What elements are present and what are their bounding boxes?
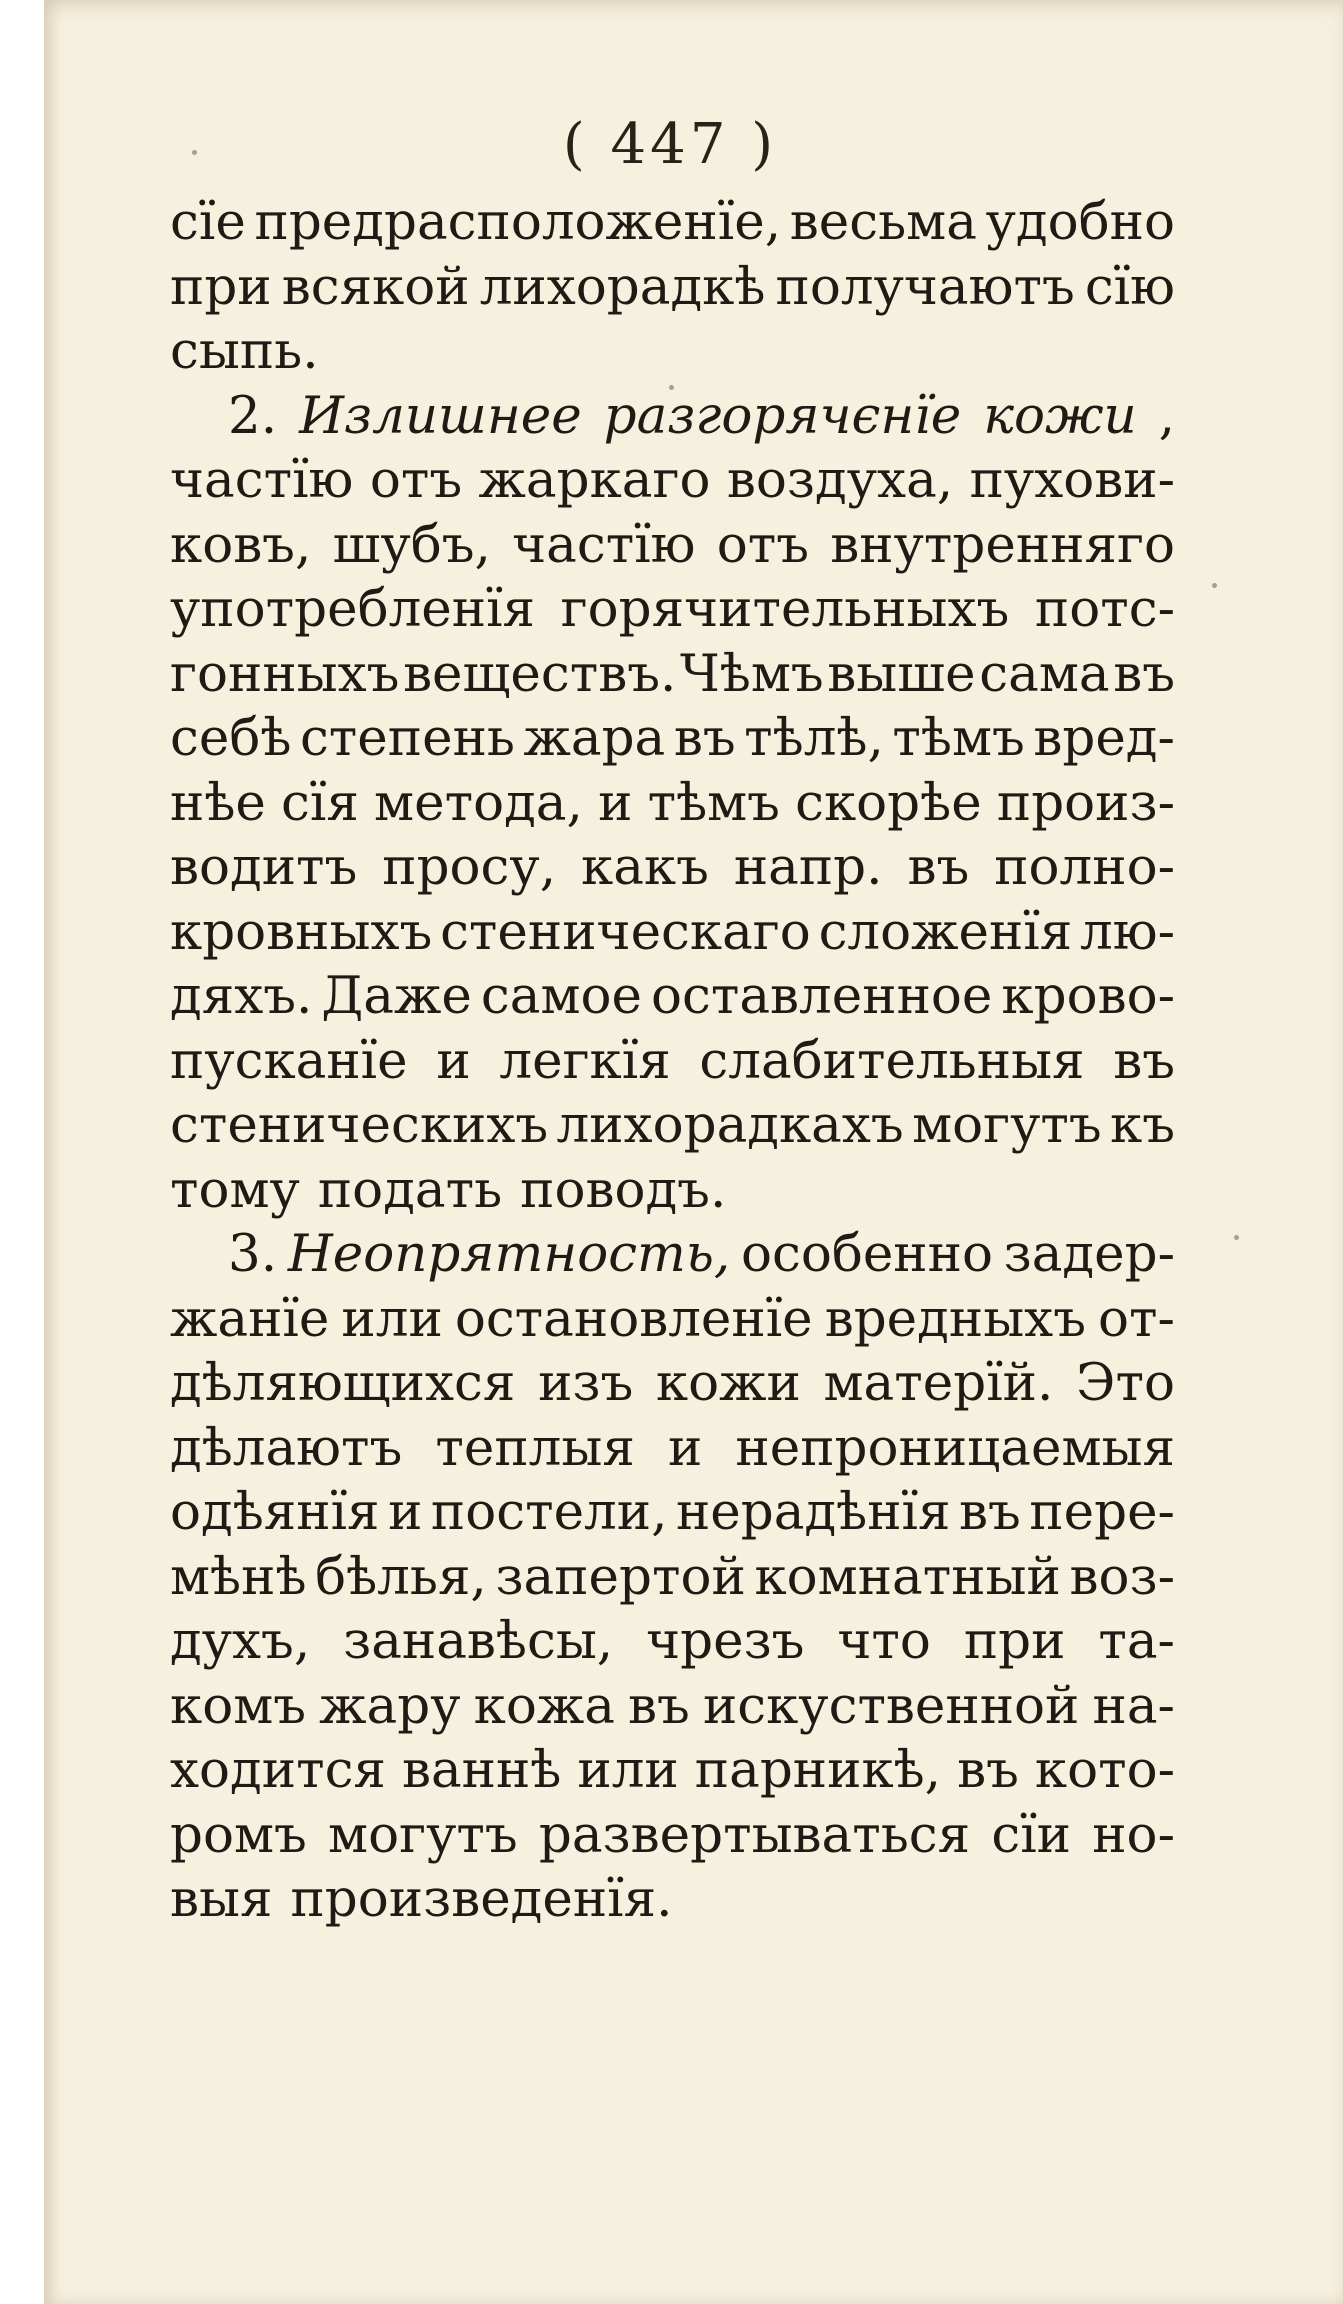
word: отъ [369, 450, 463, 510]
word: стеническаго [440, 901, 811, 962]
word: 2. [228, 385, 278, 446]
word: лихорадкахъ [556, 1095, 904, 1155]
word: выше [827, 643, 976, 704]
word: горячительныхъ [560, 579, 1010, 639]
word: сыпь. [170, 321, 319, 381]
word: при [170, 256, 272, 317]
word: , [1158, 385, 1175, 446]
word: произ- [996, 772, 1175, 833]
word: воздуха, [726, 450, 954, 510]
word: въ [673, 708, 736, 768]
word: воз- [1069, 1546, 1175, 1607]
word: дяхъ. [170, 966, 313, 1026]
word: матерїй. [823, 1353, 1054, 1413]
word: дѣляющихся [170, 1353, 516, 1413]
word: подать [317, 1159, 503, 1220]
text-line [170, 1609, 1175, 1674]
word: жару [319, 1675, 461, 1736]
text-line [170, 642, 1175, 707]
word: сїе [170, 192, 246, 252]
word: шубъ, [332, 514, 491, 575]
word: кожа [473, 1675, 615, 1736]
word: тѣмъ [892, 708, 1025, 768]
word: парникѣ, [694, 1740, 942, 1800]
word: остановленїе [454, 1288, 813, 1349]
word: и [388, 1482, 423, 1542]
word: от- [1098, 1288, 1175, 1349]
word: произведенїя. [290, 1869, 673, 1929]
word: комъ [170, 1675, 307, 1736]
word: легкїя [499, 1030, 671, 1091]
word: лихорадкѣ [479, 256, 766, 317]
text-line [170, 577, 1175, 642]
word: особенно [740, 1224, 993, 1284]
word: метода, [374, 772, 583, 833]
word: напр. [733, 837, 883, 897]
word: тому [170, 1159, 300, 1220]
text-line [170, 1158, 1175, 1223]
word: и [598, 772, 633, 833]
word: но- [1092, 1804, 1175, 1865]
word: и [436, 1030, 471, 1091]
word: при [963, 1611, 1066, 1671]
word: развертываться [538, 1804, 971, 1865]
word: разгорячєнїе [603, 385, 962, 446]
word: занавѣсы, [343, 1611, 614, 1671]
text-line [170, 964, 1175, 1029]
word: тѣлѣ, [744, 708, 884, 768]
word: Неопрятность, [287, 1224, 731, 1284]
text-line [170, 835, 1175, 900]
word: бѣлья, [315, 1546, 487, 1607]
word: комнатный [754, 1546, 1061, 1607]
word: запертой [495, 1546, 746, 1607]
word: мѣнѣ [170, 1546, 307, 1607]
word: сїи [991, 1804, 1071, 1865]
text-line [170, 384, 1175, 449]
word: просу, [382, 837, 557, 897]
word: жаркаго [478, 450, 711, 510]
text-line [170, 771, 1175, 836]
word: внутренняго [830, 514, 1175, 575]
word: поводъ. [520, 1159, 727, 1220]
word: стеническихъ [170, 1095, 549, 1155]
word: весьма [789, 192, 977, 252]
word: ходится [170, 1740, 386, 1800]
word: крово- [1001, 966, 1175, 1026]
word: въ [957, 1740, 1019, 1800]
text-line [170, 1545, 1175, 1610]
text-line [170, 190, 1175, 255]
text-line [170, 448, 1175, 513]
text-line [170, 1029, 1175, 1094]
word: что [837, 1611, 931, 1671]
text-line [170, 513, 1175, 578]
word: гонныхъ [170, 643, 400, 704]
word: сїю [1084, 256, 1175, 317]
word: нерадѣнїя [675, 1482, 951, 1542]
word: вред- [1033, 708, 1175, 768]
page-number: ( 447 ) [562, 112, 778, 177]
word: ваннѣ [401, 1740, 562, 1800]
word: пухови- [969, 450, 1175, 510]
word: теплыя [435, 1417, 635, 1478]
word: тѣмъ [647, 772, 780, 833]
text-line [170, 706, 1175, 771]
word: духъ, [170, 1611, 311, 1671]
word: пусканїе [170, 1030, 408, 1091]
word: оставленное [651, 966, 993, 1026]
word: лю- [1080, 901, 1175, 962]
word: кожи [983, 385, 1137, 446]
text-line [170, 1738, 1175, 1803]
text-line [170, 1480, 1175, 1545]
word: самое [480, 966, 642, 1026]
word: на- [1092, 1675, 1175, 1736]
word: отъ [716, 514, 810, 575]
word: или [341, 1288, 443, 1349]
word: дѣлаютъ [170, 1417, 403, 1478]
text-line [170, 1803, 1175, 1868]
word: сїя [281, 772, 359, 833]
word: жара [523, 708, 666, 768]
word: вредныхъ [824, 1288, 1086, 1349]
word: слабительныя [699, 1030, 1085, 1091]
paper-speck [1212, 583, 1217, 588]
paper-speck [1234, 1235, 1239, 1240]
text-line [170, 319, 1175, 384]
word: жанїе [170, 1288, 330, 1349]
text-line [170, 1351, 1175, 1416]
word: въ [959, 1482, 1021, 1542]
word: чрезъ [646, 1611, 805, 1671]
word: задер- [1003, 1224, 1175, 1284]
word: веществъ. [403, 643, 677, 704]
text-line [170, 1416, 1175, 1481]
paper-speck [192, 150, 197, 155]
page-text [170, 190, 1175, 1932]
word: скорѣе [795, 772, 982, 833]
word: и [667, 1417, 703, 1478]
text-line [170, 1287, 1175, 1352]
word: полно- [994, 837, 1175, 897]
word: потс- [1034, 579, 1175, 639]
word: къ [1110, 1095, 1175, 1155]
word: степень [299, 708, 515, 768]
word: та- [1098, 1611, 1175, 1671]
word: выя [170, 1869, 273, 1929]
word: Это [1076, 1353, 1175, 1413]
word: искуственной [702, 1675, 1080, 1736]
word: частїю [512, 514, 696, 575]
text-line [170, 255, 1175, 320]
word: изъ [538, 1353, 634, 1413]
word: въ [1113, 1030, 1175, 1091]
word: одѣянїя [170, 1482, 380, 1542]
word: или [577, 1740, 679, 1800]
text-line [170, 1093, 1175, 1158]
word: получаютъ [775, 256, 1075, 317]
word: частїю [170, 450, 354, 510]
word: всякой [281, 256, 470, 317]
word: кожи [655, 1353, 801, 1413]
word: удобно [985, 192, 1175, 252]
word: себѣ [170, 708, 292, 768]
word: ромъ [170, 1804, 307, 1865]
word: могутъ [912, 1095, 1102, 1155]
text-line [170, 1222, 1175, 1287]
word: сама [979, 643, 1110, 704]
word: въ [628, 1675, 690, 1736]
word: въ [907, 837, 970, 897]
text-line [170, 1867, 1175, 1932]
text-line [170, 900, 1175, 965]
word: употребленїя [170, 579, 536, 639]
word: кровныхъ [170, 901, 433, 962]
word: ковъ, [170, 514, 312, 575]
word: пере- [1029, 1482, 1175, 1542]
word: кото- [1034, 1740, 1175, 1800]
word: Чѣмъ [679, 643, 824, 704]
word: какъ [581, 837, 709, 897]
word: водитъ [170, 837, 358, 897]
text-line [170, 1674, 1175, 1739]
word: непроницаемыя [735, 1417, 1175, 1478]
word: сложенїя [818, 901, 1073, 962]
word: Даже [321, 966, 472, 1026]
word: предрасположенїе, [254, 192, 782, 252]
word: 3. [228, 1224, 278, 1284]
word: нѣе [170, 772, 266, 833]
word: Излишнее [299, 385, 582, 446]
word: могутъ [328, 1804, 518, 1865]
word: въ [1113, 643, 1175, 704]
word: постели, [430, 1482, 668, 1542]
